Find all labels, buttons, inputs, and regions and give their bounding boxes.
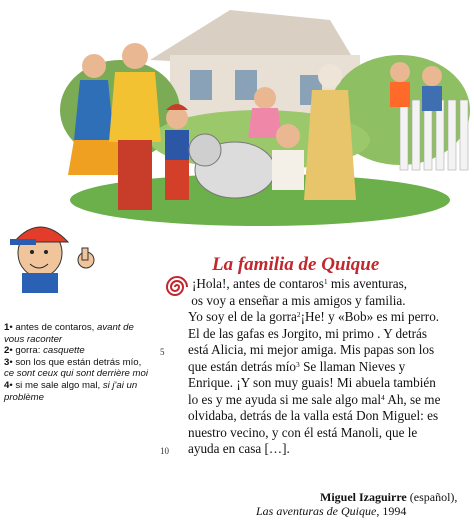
page-title: La familia de Quique: [212, 254, 380, 275]
author: [320, 490, 457, 505]
glossary-item: 1• antes de contaros, avant de vous raconter: [4, 322, 134, 345]
glossary-num: 2: [4, 345, 10, 357]
family-illustration: [0, 0, 474, 238]
text-line: que están detrás mío$^3$ Se llaman Nieves y: [188, 358, 406, 374]
glossary-item: 4• si me sale algo mal, si j'ai un problème: [4, 379, 138, 403]
text-line: lo es y me ayuda si me sale algo mal$^4$ Ah, se me: [188, 391, 441, 407]
book-citation: [256, 504, 406, 519]
line-number: 10: [160, 446, 169, 456]
glossary-translation: ce sont ceux qui sont derrière moi: [4, 368, 148, 380]
glossary-num: 1: [4, 322, 10, 333]
author-name: Miguel Izaguirre: [320, 490, 407, 504]
glossary-item: 3• son los que están detrás mío, ce sont ceux qui sont derrière moi: [4, 356, 148, 380]
glossary-term: gorra:: [15, 345, 41, 357]
text-line: olvidaba, detrás de la valla está Don Miguel: es: [188, 408, 439, 423]
text-line: ayuda en casa […].: [188, 441, 290, 456]
glossary-term: si me sale algo mal,: [15, 379, 101, 391]
glossary-translation: si j'ai un problème: [4, 379, 138, 403]
text-line: Enrique. ¡Y son muy guais! Mi abuela también: [188, 375, 436, 390]
glossary-translation: casquette: [43, 345, 85, 357]
boy-with-cap-illustration: [0, 208, 110, 293]
text-line: Yo soy el de la gorra$^2$¡He! y «Bob» es mi perro.: [188, 309, 440, 324]
text-line: os voy a enseñar a mis amigos y familia.: [191, 292, 406, 308]
book-year: , 1994: [376, 504, 407, 518]
story-text: [188, 276, 470, 458]
glossary-translation: avant de vous raconter: [4, 322, 134, 345]
author-lang: (español),: [409, 490, 458, 504]
line-number: 5: [160, 347, 165, 357]
text-line: nuestro vecino, y con él está Manoli, que le: [188, 424, 418, 440]
book-title: Las aventuras de Quique: [256, 504, 377, 518]
text-line: El de las gafas es Jorgito, mi primo . Y detrás: [188, 325, 428, 341]
glossary-term: antes de contaros,: [15, 322, 95, 333]
glossary: [4, 322, 154, 403]
glossary-num: 4: [4, 379, 10, 391]
text-line: está Alicia, mi mejor amiga. Mis papas son los: [188, 342, 435, 357]
glossary-num: 3: [4, 356, 10, 368]
text-line: ¡Hola!, antes de contaros$^1$ mis aventuras,: [192, 276, 408, 291]
glossary-item: 2• gorra: casquette: [4, 345, 85, 357]
glossary-term: son los que están detrás mío,: [15, 356, 142, 368]
